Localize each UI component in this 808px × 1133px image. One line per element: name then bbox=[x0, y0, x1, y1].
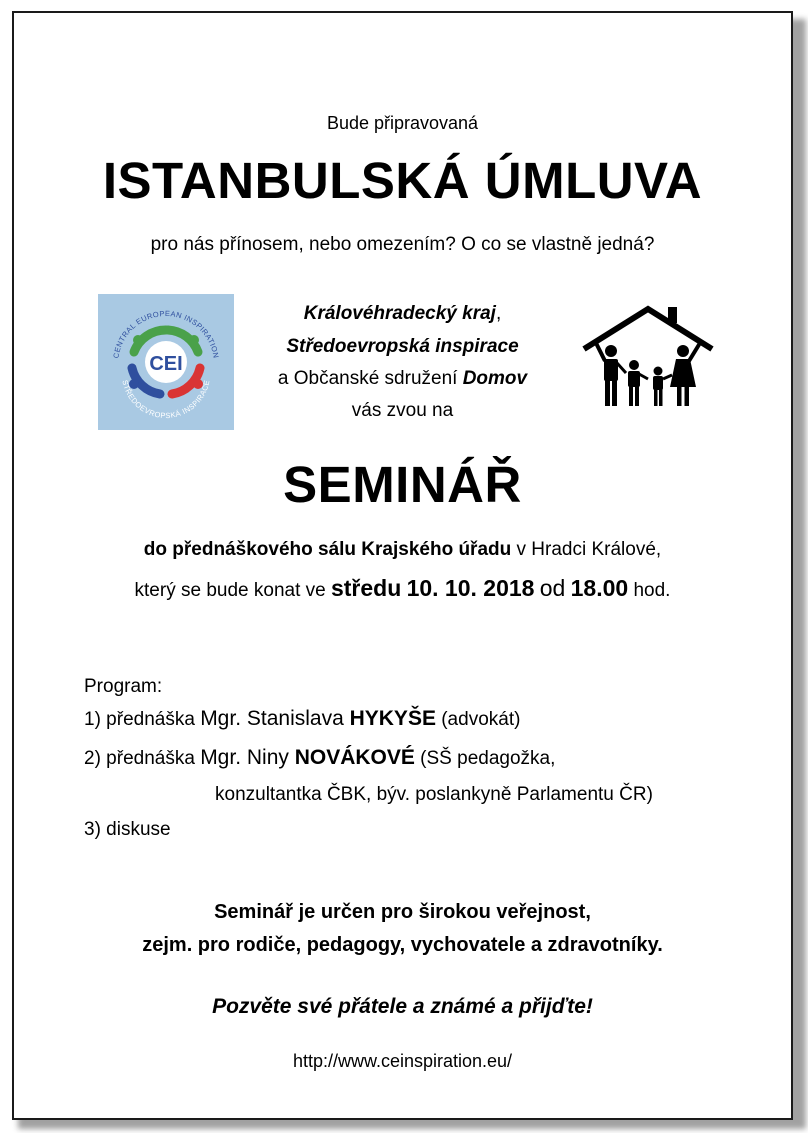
date-prefix: který se bude konat ve bbox=[134, 580, 331, 601]
program-item-2-surname: NOVÁKOVÉ bbox=[294, 746, 415, 769]
organizer-assoc-prefix: a Občanské sdružení bbox=[277, 368, 463, 389]
logo-center-text: CEI bbox=[149, 353, 183, 375]
venue-place: do přednáškového sálu Krajského úřadu bbox=[143, 539, 512, 560]
program-item-1-surname: HYKYŠE bbox=[349, 707, 436, 730]
event-day: středu bbox=[330, 575, 402, 601]
program-item-2-note: (SŠ pedagožka, bbox=[414, 748, 556, 769]
invite-text: Pozvěte své přátele a známé a přijďte! bbox=[212, 995, 593, 1018]
date-line bbox=[14, 575, 791, 602]
program-item-2-name: Mgr. Niny bbox=[200, 746, 295, 769]
program-item-1-prefix: 1) přednáška bbox=[84, 709, 201, 730]
program-heading: Program: bbox=[84, 676, 163, 697]
organizer-region: Královéhradecký kraj bbox=[303, 303, 496, 324]
audience-line-1: Seminář je určen pro širokou veřejnost, bbox=[214, 901, 591, 923]
venue-line bbox=[14, 539, 791, 561]
event-title: SEMINÁŘ bbox=[283, 456, 522, 513]
event-time: 18.00 bbox=[570, 575, 629, 601]
poster-page bbox=[12, 11, 793, 1120]
event-date: 10. 10. 2018 bbox=[406, 575, 535, 601]
website-url[interactable]: http://www.ceinspiration.eu/ bbox=[292, 1051, 513, 1071]
organizer-assoc-name: Domov bbox=[462, 368, 528, 389]
program-item-2-note-cont: konzultantka ČBK, býv. poslankyně Parlamentu ČR) bbox=[215, 784, 653, 805]
organizer-line-4: vás zvou na bbox=[351, 400, 454, 421]
organizer-comma: , bbox=[495, 303, 502, 324]
family-house-icon bbox=[580, 303, 716, 408]
event-time-suffix: hod. bbox=[628, 580, 671, 601]
organizer-line-2: Středoevropská inspirace bbox=[286, 336, 519, 357]
poster-title: ISTANBULSKÁ ÚMLUVA bbox=[102, 152, 703, 209]
event-od: od bbox=[539, 575, 566, 601]
program-item-3: 3) diskuse bbox=[84, 819, 171, 840]
logo-bottom-text: STŘEDOEVROPSKÁ INSPIRACE bbox=[120, 379, 212, 421]
poster-subtitle: pro nás přínosem, nebo omezením? O co se vlastně jedná? bbox=[150, 234, 655, 255]
program-item-1-name: Mgr. Stanislava bbox=[200, 707, 350, 730]
audience-line-2: zejm. pro rodiče, pedagogy, vychovatele a zdravotníky. bbox=[142, 934, 663, 956]
program-item-1 bbox=[84, 707, 520, 731]
venue-city: v Hradci Králové, bbox=[511, 539, 662, 560]
program-item-2-prefix: 2) přednáška bbox=[84, 748, 201, 769]
logo-top-text: CENTRAL EUROPEAN INSPIRATION bbox=[111, 308, 221, 359]
program-item-2 bbox=[84, 746, 555, 770]
program-item-1-note: (advokát) bbox=[435, 709, 521, 730]
intro-text: Bude připravovaná bbox=[326, 113, 479, 133]
